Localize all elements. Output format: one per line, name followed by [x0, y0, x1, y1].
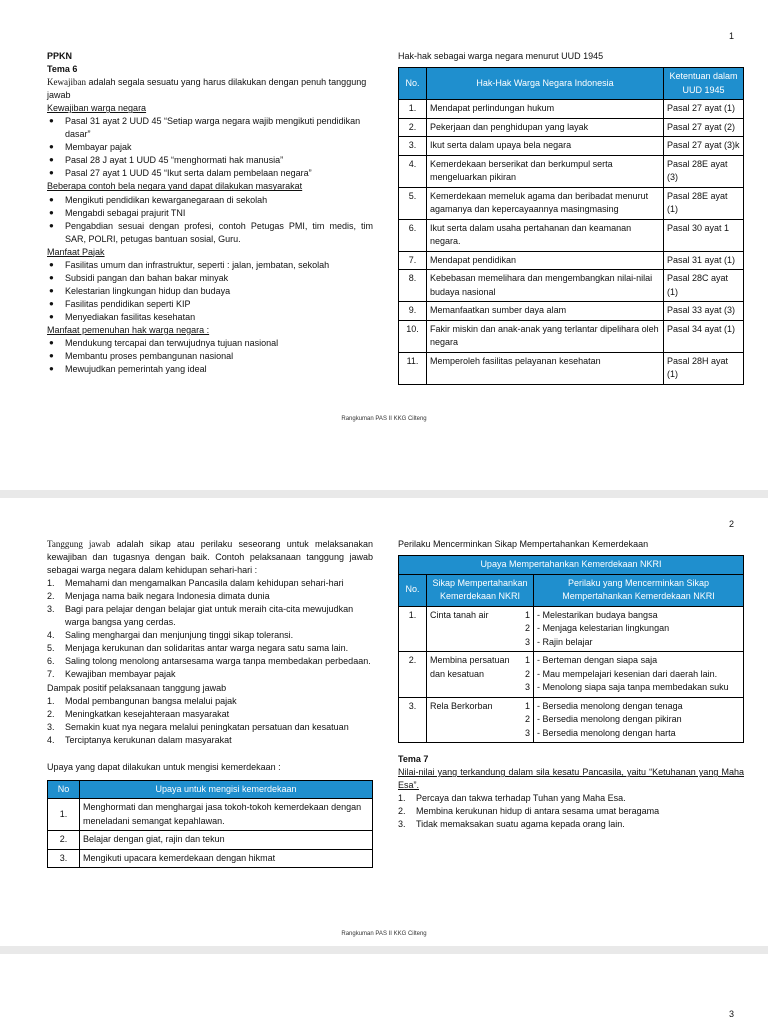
cell-no: 3. [399, 697, 427, 743]
cell-hak: Ikut serta dalam usaha pertahanan dan keamanan negara. [427, 219, 664, 251]
cell-upaya: Belajar dengan giat, rajin dan tekun [80, 831, 373, 850]
list-item: ● Membayar pajak [47, 141, 373, 154]
cell-ketentuan: Pasal 34 ayat (1) [664, 320, 744, 352]
cell-hak: Fakir miskin dan anak-anak yang terlantar dipelihara oleh negara [427, 320, 664, 352]
table-row [48, 849, 373, 868]
cell-upaya: Menghormati dan menghargai jasa tokoh-tokoh kemerdekaan dengan meneladani semangat kepahlawan. [80, 799, 373, 831]
hak-table [398, 67, 744, 385]
page-3 [0, 954, 768, 1024]
list-item: ● Mewujudkan pemerintah yang ideal [47, 363, 373, 376]
upaya-header-no: No [48, 780, 80, 799]
page-number: 2 [728, 519, 734, 529]
list-item: 2. Membina kerukunan hidup di antara sesama umat beragama [398, 806, 660, 817]
list-item: 2. Menjaga nama baik negara Indonesia dimata dunia [47, 591, 270, 602]
kewajiban-definition: Kewajiban adalah segala sesuatu yang harus dilakukan dengan penuh tanggung jawab [47, 77, 367, 101]
table-row [399, 118, 744, 137]
cell-no: 2. [399, 652, 427, 698]
page-footer: Rangkuman PAS II KKG Cilteng [341, 931, 427, 937]
list-item: ● Mendukung tercapai dan terwujudnya tujuan nasional [47, 337, 373, 350]
list-item: 1. Modal pembangunan bangsa melalui pajak [47, 695, 237, 706]
cell-no: 1. [48, 799, 80, 831]
kewajiban-heading: Kewajiban warga negara [47, 103, 147, 114]
cell-no: 1. [399, 606, 427, 652]
manfaat-hak-list [47, 337, 373, 376]
cell-sikap: Rela Berkorban 1 2 3 [427, 697, 534, 743]
cell-hak: Ikut serta dalam upaya bela negara [427, 137, 664, 156]
hak-table-header-hak: Hak-Hak Warga Negara Indonesia [427, 68, 664, 100]
cell-hak: Kemerdekaan berserikat dan berkumpul serta mengeluarkan pikiran [427, 155, 664, 187]
list-item: 1. Percaya dan takwa terhadap Tuhan yang Maha Esa. [398, 793, 626, 804]
nkri-header-no: No. [399, 574, 427, 606]
cell-no: 5. [399, 187, 427, 219]
perilaku-item: - Menolong siapa saja tanpa membedakan suku [537, 682, 729, 693]
manfaat-hak-heading: Manfaat pemenuhan hak warga negara : [47, 324, 210, 335]
tanggung-jawab-list [47, 577, 373, 681]
sila-list [398, 792, 744, 831]
cell-no: 3. [399, 137, 427, 156]
cell-no: 11. [399, 352, 427, 384]
perilaku-item: - Rajin belajar [537, 636, 593, 647]
hak-table-header-ketentuan: Ketentuan dalam UUD 1945 [664, 68, 744, 100]
list-item: ● Mengabdi sebagai prajurit TNI [47, 207, 373, 220]
table-row [399, 352, 744, 384]
table-row [48, 799, 373, 831]
cell-no: 4. [399, 155, 427, 187]
upaya-table-title: Upaya yang dapat dilakukan untuk mengisi kemerdekaan : [47, 761, 281, 772]
cell-sikap: Membina persatuan dan kesatuan 1 2 3 [427, 652, 534, 698]
cell-ketentuan: Pasal 27 ayat (3)k [664, 137, 744, 156]
right-column [398, 538, 744, 831]
cell-no: 3. [48, 849, 80, 868]
list-item: ● Pengabdian sesuai dengan profesi, contoh Petugas PMI, tim medis, tim SAR, POLRI, petugas bantuan sosial, Guru. [47, 220, 373, 246]
cell-no: 2. [48, 831, 80, 850]
cell-no: 2. [399, 118, 427, 137]
table-row [399, 137, 744, 156]
list-item: ● Kelestarian lingkungan hidup dan budaya [47, 285, 373, 298]
list-item: 1. Memahami dan mengamalkan Pancasila dalam kehidupan sehari-hari [47, 578, 344, 589]
subject-title: PPKN [47, 51, 73, 61]
table-row [399, 187, 744, 219]
cell-sikap: Cinta tanah air 1 2 3 [427, 606, 534, 652]
nkri-header-sikap: Sikap Mempertahankan Kemerdekaan NKRI [427, 574, 534, 606]
perilaku-item: - Bersedia menolong dengan pikiran [537, 714, 682, 725]
left-column [47, 50, 373, 376]
cell-hak: Mendapat pendidikan [427, 251, 664, 270]
table-row [399, 270, 744, 302]
kewajiban-list [47, 115, 373, 180]
page-footer: Rangkuman PAS II KKG Cilteng [341, 416, 427, 422]
table-row [399, 652, 744, 698]
cell-hak: Memanfaatkan sumber daya alam [427, 302, 664, 321]
table-row [399, 251, 744, 270]
nkri-table [398, 555, 744, 743]
perilaku-item: - Bersedia menolong dengan tenaga [537, 700, 683, 711]
list-item: 3. Tidak memaksakan suatu agama kepada orang lain. [398, 819, 625, 830]
cell-ketentuan: Pasal 31 ayat (1) [664, 251, 744, 270]
list-item: ● Fasilitas pendidikan seperti KIP [47, 298, 373, 311]
cell-no: 1. [399, 100, 427, 119]
list-item: 5. Menjaga kerukunan dan solidaritas antar warga negara satu sama lain. [47, 643, 349, 654]
page-number: 1 [728, 31, 734, 41]
perilaku-item: - Mau mempelajari kesenian dari daerah lain. [537, 668, 718, 679]
table-row [399, 100, 744, 119]
table-row [399, 697, 744, 743]
cell-ketentuan: Pasal 28H ayat (1) [664, 352, 744, 384]
manfaat-pajak-list [47, 259, 373, 324]
bela-negara-list [47, 194, 373, 246]
cell-perilaku [534, 697, 744, 743]
perilaku-item: - Menjaga kelestarian lingkungan [537, 623, 670, 634]
kewajiban-term: Kewajiban [47, 77, 86, 88]
list-item: ● Pasal 28 J ayat 1 UUD 45 “menghormati hak manusia” [47, 154, 373, 167]
tanggung-jawab-term: Tanggung jawab [47, 539, 111, 549]
cell-ketentuan: Pasal 28E ayat (3) [664, 155, 744, 187]
upaya-table [47, 780, 373, 869]
cell-ketentuan: Pasal 33 ayat (3) [664, 302, 744, 321]
table-row [399, 320, 744, 352]
list-item: 2. Meningkatkan kesejahteraan masyarakat [47, 708, 230, 719]
cell-ketentuan: Pasal 27 ayat (1) [664, 100, 744, 119]
cell-ketentuan: Pasal 27 ayat (2) [664, 118, 744, 137]
perilaku-item: - Berteman dengan siapa saja [537, 655, 658, 666]
page-2 [0, 498, 768, 946]
theme-title: Tema 6 [47, 64, 78, 75]
table-row [399, 155, 744, 187]
cell-ketentuan: Pasal 28C ayat (1) [664, 270, 744, 302]
cell-hak: Kemerdekaan memeluk agama dan beribadat menurut agamanya dan kepercayaannya masingmasing [427, 187, 664, 219]
nkri-header-perilaku: Perilaku yang Mencerminkan Sikap Mempertahankan Kemerdekaan NKRI [534, 574, 744, 606]
cell-no: 8. [399, 270, 427, 302]
cell-perilaku [534, 652, 744, 698]
list-item: ● Fasilitas umum dan infrastruktur, seperti : jalan, jembatan, sekolah [47, 259, 373, 272]
list-item: 3. Bagi para pelajar dengan belajar giat untuk meraih cita-cita mewujudkan warga bangsa yang cerdas. [47, 604, 354, 628]
table-row [399, 606, 744, 652]
list-item: 3. Semakin kuat nya negara melalui peningkatan persatuan dan kesatuan [47, 721, 349, 732]
list-item: ● Mengikuti pendidikan kewarganegaraan di sekolah [47, 194, 373, 207]
table-row [48, 831, 373, 850]
cell-no: 6. [399, 219, 427, 251]
cell-hak: Mendapat perlindungan hukum [427, 100, 664, 119]
cell-hak: Pekerjaan dan penghidupan yang layak [427, 118, 664, 137]
tanggung-jawab-definition: Tanggung jawab adalah sikap atau perilaku seseorang untuk melaksanakan kewajiban dan tugasnya dengan baik. Contoh pelaksanaan tanggung jawab sebagai warga negara dalam kehidupan sehari-hari : [47, 539, 373, 576]
nkri-table-title: Perilaku Mencerminkan Sikap Mempertahankan Kemerdekaan [398, 539, 649, 549]
nkri-main-header: Upaya Mempertahankan Kemerdekaan NKRI [399, 556, 744, 575]
cell-hak: Kebebasan memelihara dan mengembangkan nilai-nilai budaya nasional [427, 270, 664, 302]
cell-ketentuan: Pasal 30 ayat 1 [664, 219, 744, 251]
list-item: ● Subsidi pangan dan bahan bakar minyak [47, 272, 373, 285]
dampak-heading: Dampak positif pelaksanaan tanggung jawab [47, 682, 227, 693]
list-item: ● Pasal 31 ayat 2 UUD 45 “Setiap warga negara wajib mengikuti pendidikan dasar” [47, 115, 373, 141]
theme7-title: Tema 7 [398, 754, 429, 765]
page-number: 3 [728, 1009, 734, 1019]
list-item: 6. Saling tolong menolong antarsesama warga tanpa membedakan perbedaan. [47, 656, 371, 667]
list-item: ● Membantu proses pembangunan nasional [47, 350, 373, 363]
cell-no: 9. [399, 302, 427, 321]
list-item: ● Menyediakan fasilitas kesehatan [47, 311, 373, 324]
right-column [398, 50, 744, 385]
table-row [399, 219, 744, 251]
list-item: ● Pasal 27 ayat 1 UUD 45 “Ikut serta dalam pembelaan negara” [47, 167, 373, 180]
hak-table-title: Hak-hak sebagai warga negara menurut UUD 1945 [398, 51, 604, 61]
left-column [47, 538, 373, 868]
perilaku-item: - Bersedia menolong dengan harta [537, 727, 676, 738]
cell-no: 10. [399, 320, 427, 352]
cell-ketentuan: Pasal 28E ayat (1) [664, 187, 744, 219]
cell-upaya: Mengikuti upacara kemerdekaan dengan hikmat [80, 849, 373, 868]
manfaat-pajak-heading: Manfaat Pajak [47, 246, 105, 257]
dampak-list [47, 695, 373, 747]
page-1 [0, 0, 768, 490]
list-item: 4. Saling menghargai dan menjunjung tinggi sikap toleransi. [47, 630, 294, 641]
perilaku-item: - Melestarikan budaya bangsa [537, 609, 658, 620]
bela-negara-heading: Beberapa contoh bela negara yand dapat dilakukan masyarakat [47, 181, 303, 192]
cell-perilaku [534, 606, 744, 652]
list-item: 7. Kewajiban membayar pajak [47, 669, 176, 680]
sila-heading: Nilai-nilai yang terkandung dalam sila kesatu Pancasila, yaitu “Ketuhanan yang Maha Esa”. [398, 767, 744, 791]
cell-no: 7. [399, 251, 427, 270]
list-item: 4. Terciptanya kerukunan dalam masyarakat [47, 734, 232, 745]
upaya-header-upaya: Upaya untuk mengisi kemerdekaan [80, 780, 373, 799]
table-row [399, 302, 744, 321]
hak-table-header-no: No. [399, 68, 427, 100]
cell-hak: Memperoleh fasilitas pelayanan kesehatan [427, 352, 664, 384]
